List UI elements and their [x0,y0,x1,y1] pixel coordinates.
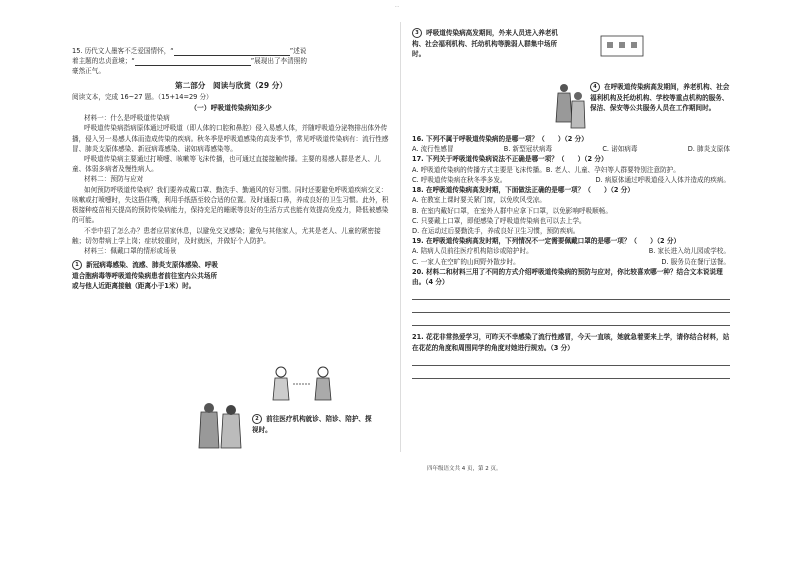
question-21: 21. 花花非常热爱学习，可昨天不幸感染了流行性感冒，今天一直咳，她就急着要来上学，请你结合材料，站在花花的角度和周围同学的角度对她进行规劝。（3 分） [412,333,730,352]
material1-paragraph: 呼吸道传染病主要通过打喷嚏、咳嗽等飞沫传播，也可通过直接接触传播。主要的易感人群是老人、儿童、体弱多病者及慢性病人。 [72,155,381,174]
option[interactable]: A. 呼吸道传染病的传播方式主要是飞沫传播。B. 老人、儿童、孕妇等人群要特别注意防护。 [412,165,680,174]
option[interactable]: A. 陪病人员前往医疗机构陪诊或陪护时。 [412,247,533,256]
answer-line[interactable] [412,302,730,313]
mask-scenario-card-1 [72,260,222,292]
option[interactable]: D. 病原体通过呼吸道侵入人体并造成的疾病。 [595,175,730,184]
answer-blank[interactable] [193,59,251,66]
q15-line2-a: 着主题的忠贞意境；“ [72,57,135,66]
answer-line[interactable] [412,368,730,379]
mask-scenario-card-4 [590,82,730,114]
q19-options [412,257,730,267]
material1-paragraph: 呼吸道传染病指病原体通过呼吸道（即人体的口腔和鼻腔）侵入易感人体，并随呼吸道分泌物排出体外传播，侵入另一易感人体而造成传染的疾病。秋冬季是呼吸道感染的高发季节，常见呼吸道传染病有：流行性感冒、肺炎支原体感染、新冠病毒感染、诺如病毒感染等。 [72,124,389,153]
material2-title: 材料二：预防与应对 [84,175,144,184]
right-column [412,22,730,352]
answer-line[interactable] [412,355,730,366]
number-badge: 2 [252,414,262,424]
question-19: 19. 在呼吸道传染病高发时期，下列情况不一定需要佩戴口罩的是哪一项？（ ）（2 分） [412,237,681,246]
mask-scenario-card-3 [412,28,562,60]
q17-options [412,175,730,185]
number-badge: 3 [412,28,422,38]
care-facility-illustration [597,30,647,60]
option[interactable]: D. 服务员在餐厅送餐。 [661,257,730,266]
header-mark: … [394,3,400,9]
part2-title: 第二部分 阅读与欣赏（29 分） [175,80,287,90]
question-16: 16. 下列不属于呼吸道传染病的是哪一项？（ ）（2 分） [412,135,588,143]
card-text: 前往医疗机构就诊、陪诊、陪护、探视时。 [252,415,372,434]
instructions: 阅读文本，完成 16~27 题。（15+14=29 分） [72,93,213,102]
question-15 [72,46,390,77]
column-divider [400,22,401,452]
option[interactable]: B. 家长进入幼儿园或学校。 [648,247,730,256]
q19-options [412,246,730,256]
mask-scenario-card-2 [252,414,372,435]
option[interactable]: C. 呼吸道传染病在秋冬季多发。 [412,175,507,184]
option[interactable]: C. 诺如病毒 [602,145,638,154]
option[interactable]: D. 肺炎支原体 [687,145,730,154]
answer-blank[interactable] [135,59,193,66]
q15-line1-a: 15. 历代文人墨客不乏爱国情怀，“ [72,47,174,55]
card-text: 新冠病毒感染、流感、肺炎支原体感染、呼吸道合胞病毒等呼吸道传染病患者前往室内公共场所或与他人近距离接触（距离小于1米）时。 [72,261,218,291]
left-column [72,22,390,434]
option[interactable]: B. 新型冠状病毒 [503,145,553,154]
material3-title: 材料三：佩戴口罩的情形或场景 [84,247,177,256]
card-text: 在呼吸道传染病高发期间，养老机构、社会福利机构及托幼机构、学校等重点机构的服务、保洁、保安等公共服务人员在工作期间时。 [590,83,730,113]
answer-blank[interactable] [232,49,290,56]
q16-options [412,144,730,154]
answer-line[interactable] [412,289,730,300]
people-distance-illustration [267,362,337,412]
material2-paragraph: 不幸中招了怎么办？患者应居家休息，以避免交叉感染；避免与其他家人，尤其是老人、儿童的紧密接触；切勿带病上学上岗；症状较重时，及时就医，并做好个人防护。 [72,226,381,245]
option[interactable]: A. 流行性感冒 [412,145,454,154]
question-20: 20. 材料二和材料三用了不同的方式介绍呼吸道传染病的预防与应对，你比较喜欢哪一种？结合文本说说理由。（4 分） [412,267,723,287]
hospital-visit-illustration [197,402,247,450]
q15-line1-b: ”述说 [289,47,307,55]
service-staff-illustration [552,82,588,132]
answer-blank[interactable] [174,49,232,56]
option[interactable]: B. 在室内戴好口罩，在室外人群中应拿下口罩，以免影响呼吸顺畅。 [412,206,612,215]
option[interactable]: C. 只要戴上口罩，即便感染了呼吸道传染病也可以去上学。 [412,216,586,225]
q15-line3: 豪然正气。 [72,67,105,76]
number-badge: 4 [590,82,600,92]
material1-title: 材料一：什么是呼吸道传染病 [84,114,170,123]
reading-subtitle: （一）呼吸道传染病知多少 [190,103,272,112]
questions-block [412,134,730,381]
option[interactable]: C. 一家人在空旷的山间野外散步时。 [412,257,520,266]
scan-area [72,22,732,472]
material2-paragraph: 如何预防呼吸道传染病？我们要养成戴口罩、勤洗手、勤通风的好习惯。同时还要避免呼吸道疾病交叉：咳嗽或打喷嚏时，失这捂住嘴，利用手纸捂至较合适的位置。及时通报口鼻，养成良好的卫生习惯。此外，积极接种疫苗相关提高的预防传染病能力，保持充足的睡眠等良好的生活方式也能有效提高免疫力，降低被感染的可能。 [72,185,389,225]
number-badge: 1 [72,260,82,270]
option[interactable]: D. 在运动过后要勤洗手，养成良好卫生习惯，预防疾病。 [412,226,580,235]
question-17: 17. 下列关于呼吸道传染病说法不正确是哪一项？（ ）（2 分） [412,155,608,164]
page-footer: 四年级语文共 4 页，第 2 页。 [427,466,502,472]
question-18: 18. 在呼吸道传染病高发时期，下面做法正确的是哪一项？（ ）（2 分） [412,186,634,195]
card-text: 呼吸道传染病高发期间，外来人员进入养老机构、社会福利机构、托幼机构等脆弱人群集中场所时。 [412,29,558,59]
q15-line2-b: ”展现出了李清照的 [250,57,307,66]
option[interactable]: A. 在教室上课时要关紧门窗，以免吹风受凉。 [412,196,546,205]
answer-line[interactable] [412,315,730,326]
